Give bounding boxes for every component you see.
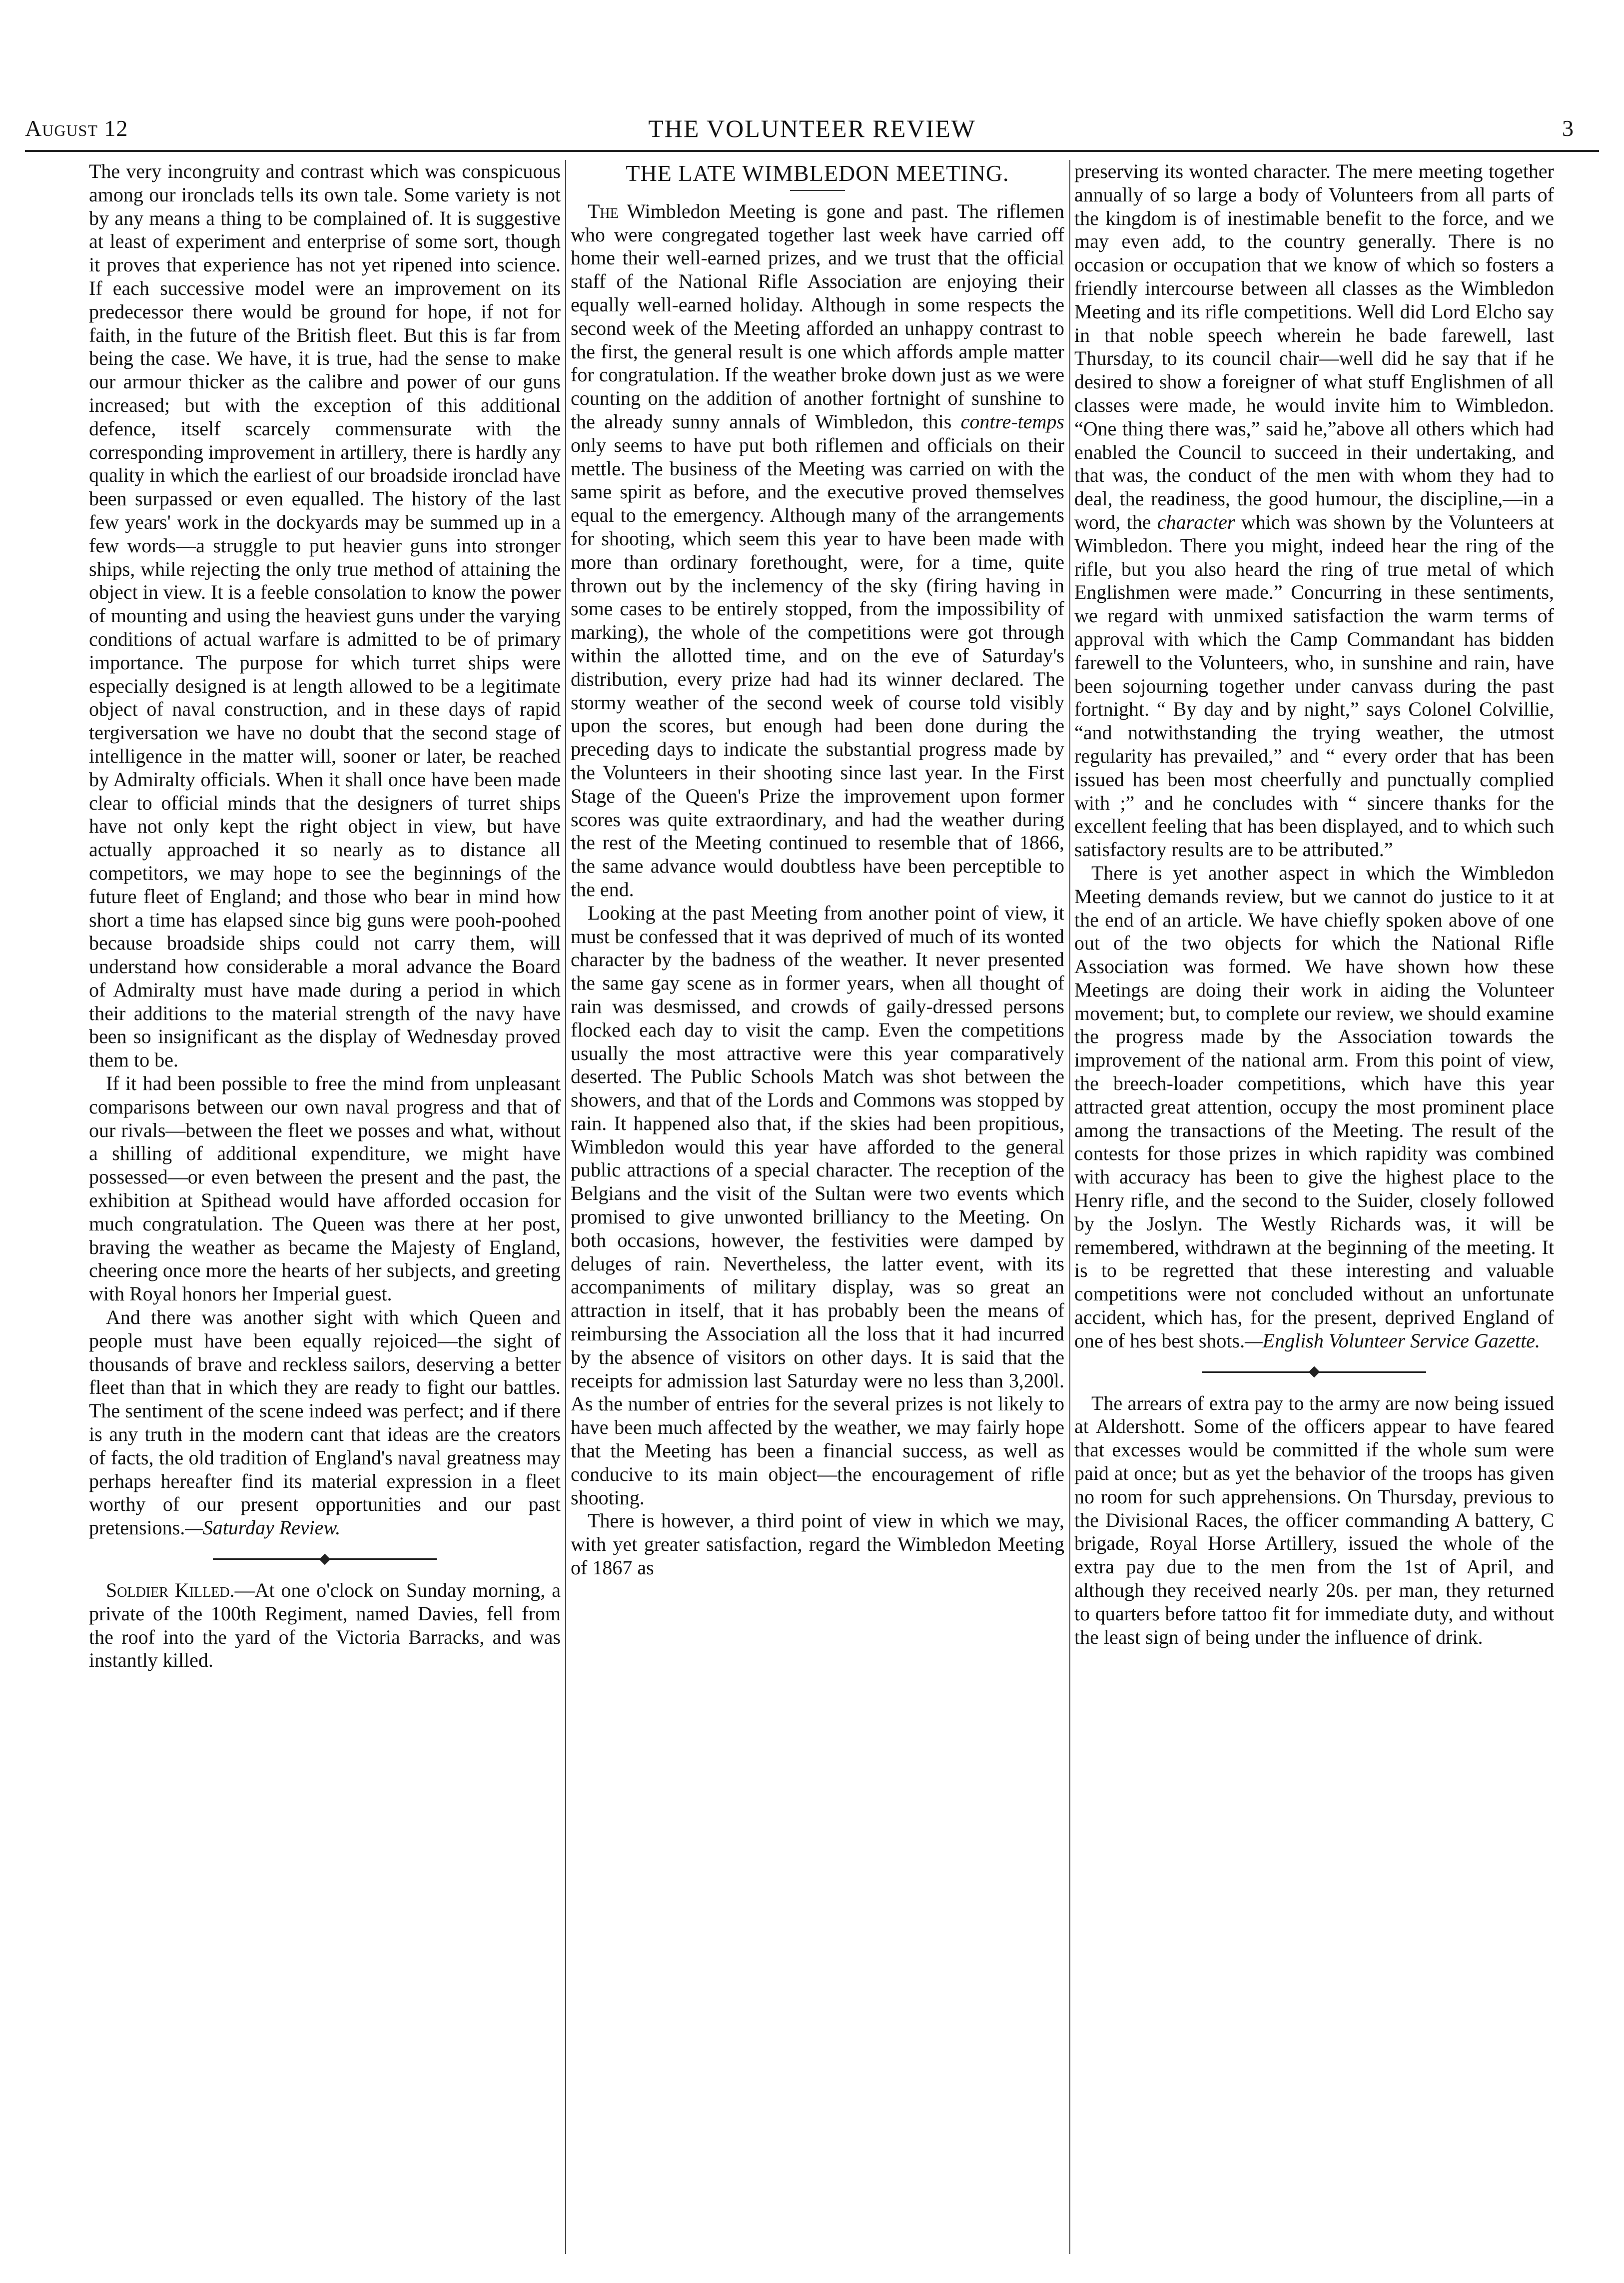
page-number: 3 (1562, 115, 1574, 141)
column-2 (571, 160, 1064, 2259)
column-1 (89, 160, 561, 2259)
article-paragraph: There is however, a third point of view in which we may, with yet greater satisfaction, regard the Wimbledon Meeting of 1867 as (571, 1509, 1064, 1579)
paragraph-text: only seems to have put both riflemen and officials on their mettle. The business of the Meeting was carried on with the same spirit as before, and the executive proved themselves equal to the emergency. Although many of the arrangements for shooting, which seem this year to have been made with more than ordinary forethought, were, for a time, quite thrown out by the inclemency of the sky (firing having in some cases to be entirely stopped, from the impossibility of marking), the whole of the competitions were got through within the allotted time, and on the eve of Saturday's distribution, every prize had had its winner declared. The stormy weather of the second week of course told visibly upon the scores, but enough had been done during the preceding days to indicate the substantial progress made by the Volunteers in their shooting since last year. In the First Stage of the Queen's Prize the improvement upon former scores was quite extraordinary, and had the weather during the rest of the Meeting continued to resemble that of 1866, the same advance would doubtless have been perceptible to the end. (571, 433, 1064, 901)
article-paragraph (1074, 160, 1554, 862)
column-divider (1069, 160, 1070, 2254)
news-item (89, 1579, 561, 1672)
publication-title: THE VOLUNTEER REVIEW (648, 114, 976, 142)
italic-phrase: character (1157, 510, 1235, 533)
section-separator (89, 1551, 561, 1566)
running-head (25, 111, 1599, 146)
article-paragraph: Looking at the past Meeting from another point of view, it must be confessed that it was deprived of much of its wonted character by the badness of the weather. It never presented the same gay scene as in former years, when all thought of rain was desmissed, and crowds of gaily-dressed persons flocked each day to visit the camp. Even the competitions usually the most attractive were this year comparatively deserted. The Public Schools Match was shot between the showers, and that of the Lords and Commons was stopped by rain. It happened also that, if the skies had been propitious, Wimbledon would this year have afforded to the general public attractions of a special character. The reception of the Belgians and the visit of the Sultan were two events which promised to give unwonted brilliancy to the Meeting. On both occasions, however, the festivities were damped by deluges of rain. Nevertheless, the latter event, with its accompaniments of military display, was so great an attraction in itself, that it has probably been the means of reimbursing the Association all the loss that it had incurred by the absence of visitors on other days. It is said that the receipts for admission last Saturday were no less than 3,200l. As the number of entries for the several prizes is not likely to have been much affected by the weather, we may fairly hope that the Meeting has been a financial success, as well as conducive to its main object—the encouragement of rifle shooting. (571, 901, 1064, 1509)
paragraph-text: which was shown by the Volunteers at Wimbledon. There you might, indeed hear the ring of the rifle, but you also heard the ring of true metal of which Englishmen were made.” Concurring in these sentiments, we regard with unmixed satisfaction the warm terms of approval with which the Camp Commandant has bidden farewell to the Volunteers, who, in sunshine and rain, have been sojourning together under canvass during the past fortnight. “ By day and by night,” says Colonel Colvillie, “and notwithstanding the trying weather, the utmost regularity has prevailed,” and “ every order that has been issued has been most cheerfully and punctually complied with ;” and he concludes with “ sincere thanks for the excellent feeling that has been displayed, and to which such satisfactory results are to be attributed.” (1074, 510, 1554, 861)
article-source: —Saturday Review. (185, 1516, 341, 1539)
issue-date: August 12 (25, 115, 128, 141)
section-separator (1074, 1364, 1554, 1379)
article-paragraph (1074, 862, 1554, 1353)
article-paragraph (571, 200, 1064, 902)
paragraph-text: preserving its wonted character. The mere meeting together annually of so large a body of Volunteers from all parts of the kingdom is of inestimable benefit to the force, and we may even add, to the country generally. There is no occasion or occupation that we know of which so fosters a friendly intercourse between all classes as the Wimbledon Meeting and its rifle competitions. Well did Lord Elcho say in that noble speech wherein he bade farewell, last Thursday, to its council chair—well did he say that if he desired to show a foreigner of what stuff Englishmen of all classes were made, he would invite him to Wimbledon. “One thing there was,” said he,”above all others which had enabled the Council to succeed in their undertaking, and that was, the conduct of the men with whom they had to deal, the readiness, the good humour, the discipline,—in a word, the (1074, 160, 1554, 533)
column-divider (565, 160, 566, 2254)
column-3 (1074, 160, 1554, 2259)
article-title: THE LATE WIMBLEDON MEETING. (626, 160, 1009, 186)
italic-phrase: contre-temps (960, 410, 1064, 433)
header-rule (25, 150, 1599, 152)
article-paragraph: The arrears of extra pay to the army are now being issued at Aldershott. Some of the officers appear to have feared that excesses would be committed if the whole sum were paid at once; but as yet the behavior of the troops has given no room for such apprehensions. On Thursday, previous to the Divisional Races, the officer commanding A battery, C brigade, Royal Horse Artillery, issued the whole of the extra pay due to the men from the 1st of April, and although they received nearly 20s. per man, they returned to quarters before tattoo fit for immediate duty, and without the least sign of being under the influence of drink. (1074, 1391, 1554, 1648)
paragraph-text: And there was another sight with which Queen and people must have been equally rejoiced—the sight of thousands of brave and reckless sailors, deserving a better fleet than that in which they are ready to fight our battles. The sentiment of the scene indeed was perfect; and if there is any truth in the modern cant that ideas are the creators of facts, the old tradition of England's naval greatness may perhaps hereafter find its material expression in a fleet worthy of our present opportunities and our past pretensions. (89, 1306, 561, 1539)
article-paragraph: If it had been possible to free the mind from unpleasant comparisons between our own naval progress and that of our rivals—between the fleet we posses and what, without a shilling of additional expenditure, we might have possessed—or even between the present and the past, the exhibition at Spithead would have afforded occasion for much congratulation. The Queen was there at her post, braving the weather as became the Majesty of England, cheering once more the hearts of her subjects, and greeting with Royal honors her Imperial guest. (89, 1072, 561, 1305)
lead-word: The (588, 199, 619, 222)
news-item-lead: Soldier Killed. (106, 1579, 235, 1602)
title-rule (790, 190, 845, 191)
article-paragraph (89, 1306, 561, 1540)
news-item-text: —At one o'clock on Sunday morning, a private of the 100th Regiment, named Davies, fell from the roof into the yard of the Victoria Barracks, and was instantly killed. (89, 1579, 561, 1672)
paragraph-text: There is yet another aspect in which the Wimbledon Meeting demands review, but we cannot do justice to it at the end of an article. We have chiefly spoken above of one out of the two objects for which the National Rifle Association was formed. We have shown how these Meetings are doing their work in aiding the Volunteer movement; but, to complete our review, we should examine the progress made by the Association towards the improvement of the national arm. From this point of view, the breech-loader competitions, which have this year attracted great attention, occupy the most prominent place among the transactions of the Meeting. The result of the contests for those prizes in which rapidity was combined with accuracy has been to give the highest place to the Henry rifle, and the second to the Suider, closely followed by the Joslyn. The Westly Richards was, it will be remembered, withdrawn at the beginning of the meeting. It is to be regretted that these interesting and valuable competitions were not concluded without an unfortunate accident, which has, for the present, deprived England of one of hes best shots. (1074, 861, 1554, 1352)
paragraph-text: Wimbledon Meeting is gone and past. The riflemen who were congregated together last week have carried off home their well-earned prizes, and we trust that the official staff of the National Rifle Association are enjoying their equally well-earned holiday. Although in some respects the second week of the Meeting afforded an unhappy contrast to the first, the general result is one which affords ample matter for congratulation. If the weather broke down just as we were counting on the addition of another fortnight of sunshine to the already sunny annals of Wimbledon, this (571, 199, 1064, 433)
article-paragraph: The very incongruity and contrast which was conspicuous among our ironclads tells its own tale. Some variety is not by any means a thing to be complained of. It is suggestive at least of experiment and enterprise of some sort, though it proves that experience has not yet ripened into science. If each successive model were an improvement on its predecessor there would be ground for hope, if not for faith, in the future of the British fleet. But this is far from being the case. We have, it is true, had the sense to make our armour thicker as the calibre and power of our guns increased; but with the exception of this additional defence, itself scarcely commensurate with the corresponding improvement in artillery, there is hardly any quality in which the earliest of our broadside ironclad have been surpassed or even equalled. The history of the last few years' work in the dockyards may be summed up in a few words—a struggle to put heavier guns into stronger ships, while rejecting the only true method of attaining the object in view. It is a feeble consolation to know the power of mounting and using the heaviest guns under the varying conditions of actual warfare is admitted to be of primary importance. The purpose for which turret ships were especially designed is at length allowed to be a legitimate object of naval construction, and in these days of rapid tergiversation we have no doubt that the second stage of intelligence in the matter will, sooner or later, be reached by Admiralty officials. When it shall once have been made clear to official minds that the designers of turret ships have not only kept the right object in view, but have actually approached it so nearly as to distance all competitors, we may hope to see the beginnings of the future fleet of England; and those who bear in mind how short a time has elapsed since big guns were pooh-poohed because broadside ships could not carry them, will understand how considerable a moral advance the Board of Admiralty must have made during a period in which their additions to the material strength of the navy have been so insignificant as the display of Wednesday proved them to be. (89, 160, 561, 1072)
article-source: —English Volunteer Service Gazette. (1245, 1329, 1541, 1352)
